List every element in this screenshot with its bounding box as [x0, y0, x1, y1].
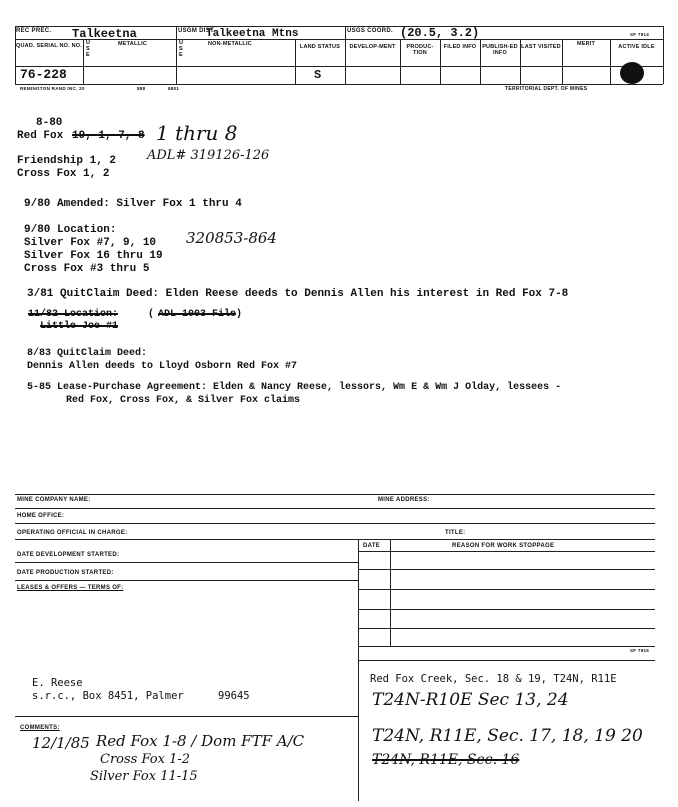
- entry-1-date: 8-80: [36, 117, 63, 129]
- rec-prec-value: Talkeetna: [72, 27, 137, 41]
- entry-3-silver-fox-b: Silver Fox 16 thru 19: [24, 250, 163, 262]
- title-label: TITLE:: [445, 530, 466, 536]
- comment-line-2: Cross Fox 1-2: [100, 752, 190, 767]
- entry-1-struck-claims: 19, 1, 7, 8: [72, 130, 145, 142]
- owner-zip: 99645: [218, 690, 250, 702]
- location-typed: Red Fox Creek, Sec. 18 & 19, T24N, R11E: [370, 673, 617, 685]
- entry-3-handwritten: 320853-864: [186, 229, 277, 247]
- comments-label: COMMENTS:: [20, 725, 60, 731]
- use-marker-nonmetallic: U S E: [179, 40, 184, 58]
- published-info-label: PUBLISH-ED INFO: [482, 44, 518, 56]
- entry-5-paren-open: (: [148, 309, 155, 320]
- comment-date: 12/1/85: [32, 734, 90, 752]
- usgs-coord-value: (20.5, 3.2): [400, 26, 480, 40]
- entry-6-head: 8/83 QuitClaim Deed:: [27, 348, 148, 359]
- owner-address: s.r.c., Box 8451, Palmer: [32, 690, 184, 702]
- filed-info-label: FILED INFO: [443, 44, 477, 50]
- entry-1-handwritten: 1 thru 8: [156, 121, 238, 145]
- form-number: SF 7914: [630, 32, 650, 37]
- location-handwritten-struck: T24N, R11E, Sec. 16: [372, 752, 520, 768]
- development-label: DEVELOP-MENT: [349, 44, 396, 50]
- production-label: PRODUC-TION: [406, 44, 434, 56]
- non-metallic-label: NON-METALLIC: [208, 41, 252, 47]
- entry-5-paren-close: ): [236, 309, 243, 320]
- mine-company-name-label: MINE COMPANY NAME:: [17, 497, 91, 503]
- entry-3-silver-fox-a: Silver Fox #7, 9, 10: [24, 237, 157, 249]
- merit-label: MERIT: [576, 41, 596, 47]
- reason-column-header: REASON FOR WORK STOPPAGE: [452, 543, 555, 549]
- entry-1-friendship: Friendship 1, 2: [17, 155, 117, 167]
- form-number-2: SF 7915: [630, 648, 650, 653]
- entry-1-red-fox: Red Fox: [17, 130, 64, 142]
- usgs-dist-label: USGM DIST: [178, 28, 215, 34]
- entry-5-struck-file: ADL 1003 File: [158, 309, 237, 320]
- active-idle-label: ACTIVE IDLE: [618, 44, 655, 50]
- printer-mark: REMINGTON RAND INC. 20: [20, 86, 85, 91]
- home-office-label: HOME OFFICE:: [17, 513, 65, 519]
- entry-5-struck-little-joe: Little Joe #1: [40, 321, 119, 332]
- entry-7-line-2: Red Fox, Cross Fox, & Silver Fox claims: [66, 395, 301, 406]
- operating-official-label: OPERATING OFFICIAL IN CHARGE:: [17, 530, 128, 536]
- leases-label: LEASES & OFFERS — TERMS OF:: [17, 585, 124, 591]
- land-status-value: S: [314, 68, 322, 82]
- last-visited-label: LAST VISITED: [521, 44, 561, 50]
- comment-line-3: Silver Fox 11-15: [90, 769, 198, 784]
- printer-code-b: 8801: [168, 86, 180, 91]
- use-marker-metallic: U S E: [86, 40, 91, 58]
- location-handwritten-2: T24N, R11E, Sec. 17, 18, 19 20: [372, 726, 643, 746]
- entry-5-struck-location: 11/82 Location:: [28, 309, 119, 320]
- metallic-label: METALLIC: [118, 41, 147, 47]
- land-status-label: LAND STATUS: [299, 44, 341, 50]
- entry-6-body: Dennis Allen deeds to Lloyd Osborn Red Fox #7: [27, 361, 298, 372]
- entry-1-cross-fox: Cross Fox 1, 2: [17, 168, 110, 180]
- entry-3-head: 9/80 Location:: [24, 224, 117, 236]
- active-status-dot: [620, 62, 644, 84]
- entry-1-adl-number: ADL# 319126-126: [147, 148, 270, 163]
- location-handwritten-1: T24N-R10E Sec 13, 24: [372, 690, 569, 710]
- territorial-dept: TERRITORIAL DEPT. OF MINES: [505, 86, 588, 92]
- mine-address-label: MINE ADDRESS:: [378, 497, 430, 503]
- rec-prec-label: REC PREC.: [16, 28, 52, 34]
- quad-serial-label: QUAD. SERIAL NO. NO.: [16, 43, 82, 49]
- entry-3-cross-fox: Cross Fox #3 thru 5: [24, 263, 150, 275]
- owner-name: E. Reese: [32, 677, 83, 689]
- entry-2-amended: 9/80 Amended: Silver Fox 1 thru 4: [24, 198, 242, 210]
- printer-code-a: 888: [137, 86, 146, 91]
- entry-7-line-1: 5-85 Lease-Purchase Agreement: Elden & Nancy Reese, lessors, Wm E & Wm J Olday, lessees -: [27, 382, 562, 393]
- usgs-dist-value: Talkeetna Mtns: [206, 28, 299, 40]
- usgs-coord-label: USGS COORD.: [347, 28, 393, 34]
- date-column-header: DATE: [363, 543, 381, 549]
- date-development-label: DATE DEVELOPMENT STARTED:: [17, 552, 120, 558]
- date-production-label: DATE PRODUCTION STARTED:: [17, 570, 114, 576]
- comment-line-1: Red Fox 1-8 / Dom FTF A/C: [96, 732, 305, 750]
- serial-number: 76-228: [20, 67, 67, 82]
- entry-4-quitclaim: 3/81 QuitClaim Deed: Elden Reese deeds to Dennis Allen his interest in Red Fox 7-8: [27, 288, 569, 300]
